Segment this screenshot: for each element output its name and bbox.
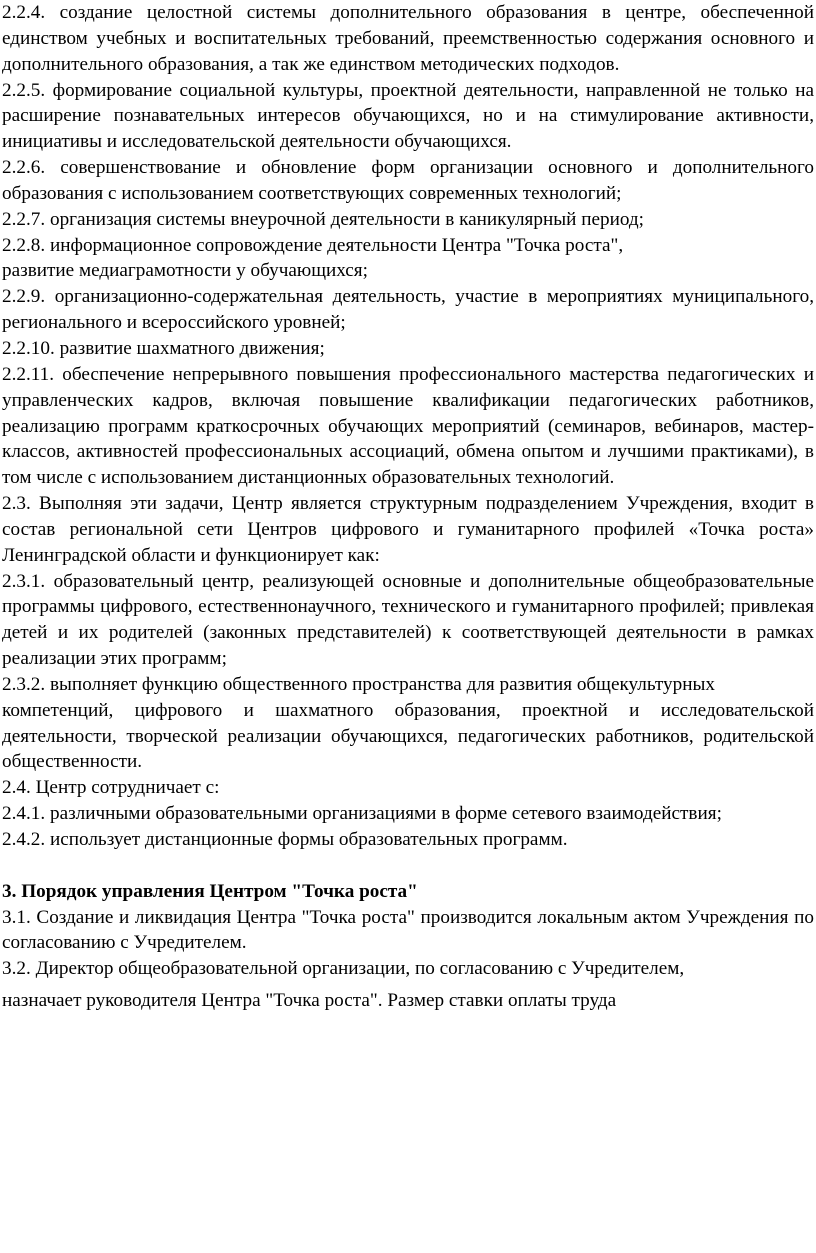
section-heading: 3. Порядок управления Центром "Точка роста"	[2, 880, 418, 902]
paragraph-2-4-2: 2.4.2. использует дистанционные формы образовательных программ.	[2, 829, 568, 850]
paragraph-3-2: 3.2. Директор общеобразовательной организации, по согласованию с Учредителем,	[2, 958, 685, 980]
paragraph-2-2-5: 2.2.5. формирование социальной культуры, проектной деятельности, направленной не только на расширение познавательных интересов обучающихся, но и на стимулирование активности, инициативы и исследовательской деятельности обучающихся.	[2, 79, 814, 153]
paragraph-3-2-continued: назначает руководителя Центра "Точка роста". Размер ставки оплаты труда	[2, 990, 617, 1012]
paragraph-2-3-1: 2.3.1. образовательный центр, реализующей основные и дополнительные общеобразовательные программы цифрового, естественнонаучного, технического и гуманитарного профилей; привлекая детей и их родителей (законных представителей) к соответствующей деятельности в рамках реализации этих программ;	[2, 570, 814, 670]
paragraph-2-3-2-continued: компетенций, цифрового и шахматного образования, проектной и исследовательской деятельности, творческой реализации обучающихся, педагогических работников, родительской общественности.	[2, 699, 814, 773]
paragraph-2-3: 2.3. Выполняя эти задачи, Центр является структурным подразделением Учреждения, входит в состав региональной сети Центров цифрового и гуманитарного профилей «Точка роста» Ленинградской области и функционирует как:	[2, 493, 814, 566]
paragraph-2-4-1: 2.4.1. различными образовательными организациями в форме сетевого взаимодействия;	[2, 803, 722, 825]
paragraph-2-2-8-continued: развитие медиаграмотности у обучающихся;	[2, 260, 368, 282]
paragraph-2-2-10: 2.2.10. развитие шахматного движения;	[2, 337, 325, 359]
paragraph-3-1: 3.1. Создание и ликвидация Центра "Точка роста" производится локальным актом Учреждения по согласованию с Учредителем.	[2, 906, 814, 954]
paragraph-2-2-9: 2.2.9. организационно-содержательная деятельность, участие в мероприятиях муниципального, регионального и всероссийского уровней;	[2, 286, 814, 334]
paragraph-2-2-6: 2.2.6. совершенствование и обновление форм организации основного и дополнительного образования с использованием соответствующих современных технологий;	[2, 157, 814, 204]
paragraph-2-2-8: 2.2.8. информационное сопровождение деятельности Центра "Точка роста",	[2, 234, 624, 256]
paragraph-2-4: 2.4. Центр сотрудничает с:	[2, 777, 220, 799]
paragraph-2-2-7: 2.2.7. организация системы внеурочной деятельности в каникулярный период;	[2, 208, 644, 230]
blank-line	[2, 853, 814, 879]
paragraph-2-2-11: 2.2.11. обеспечение непрерывного повышения профессионального мастерства педагогических и управленческих кадров, включая повышение квалификации педагогических работников, реализацию программ краткосрочных обучающих мероприятий (семинаров, вебинаров, мастер-классов, активностей профессиональных ассоциаций, обмена опытом и лучшими практиками), в том числе с использованием дистанционных образовательных технологий.	[2, 363, 814, 489]
paragraph-2-2-4: 2.2.4. создание целостной системы дополнительного образования в центре, обеспеченной единством учебных и воспитательных требований, преемственностью содержания основного и дополнительного образования, а так же единством методических подходов.	[2, 2, 814, 75]
paragraph-2-3-2: 2.3.2. выполняет функцию общественного пространства для развития общекультурных	[2, 673, 715, 695]
